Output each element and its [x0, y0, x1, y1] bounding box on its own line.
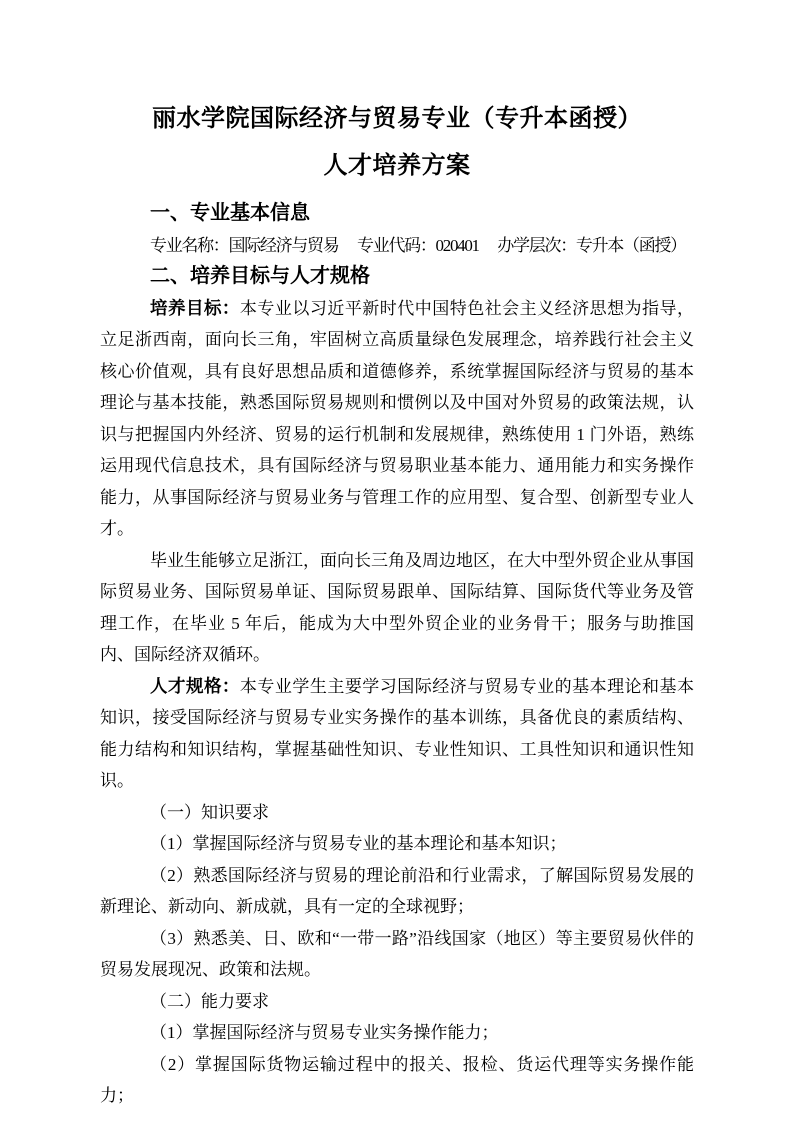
paragraph-lead-bold: 人才规格： [150, 675, 240, 696]
paragraph: （一）知识要求 [150, 802, 269, 822]
paragraph: （1）掌握国际经济与贸易专业的基本理论和基本知识； [150, 834, 567, 853]
paragraph: 毕业生能够立足浙江，面向长三角及周边地区，在大中型外贸企业从事国际贸易业务、国际贸易单证、国际贸易跟单、国际结算、国际货代等业务及管理工作，在毕业 5 年后，能成为大中型外贸企业的业务骨干；服务与助推国内、国际经济双循环。 [100, 550, 694, 664]
paragraph: 人才规格：本专业学生主要学习国际经济与贸易专业的基本理论和基本知识，接受国际经济与贸易专业实务操作的基本训练，具备优良的素质结构、能力结构和知识结构，掌握基础性知识、专业性知识、工具性知识和通识性知识。 [100, 675, 695, 790]
document-title-line-2: 人才培养方案 [323, 152, 471, 179]
section-heading: 一、专业基本信息 [150, 202, 310, 224]
paragraph-lead-bold: 培养目标： [150, 297, 240, 318]
paragraph: （3）熟悉美、日、欧和“一带一路”沿线国家（地区）等主要贸易伙伴的贸易发展现况、政策和法规。 [100, 928, 694, 979]
paragraph: （二）能力要求 [150, 991, 269, 1011]
paragraph: （1）掌握国际经济与贸易专业实务操作能力； [150, 1023, 499, 1042]
section-heading: 二、培养目标与人才规格 [150, 265, 370, 287]
paragraph: 专业名称：国际经济与贸易 专业代码：020401 办学层次：专升本（函授） [150, 235, 686, 255]
document-title-line-1: 丽水学院国际经济与贸易专业（专升本函授） [152, 105, 642, 132]
paragraph: 培养目标：本专业以习近平新时代中国特色社会主义经济思想为指导，立足浙西南，面向长三角，牢固树立高质量绿色发展理念，培养践行社会主义核心价值观，具有良好思想品质和道德修养，系统掌握国际经济与贸易的基本理论与基本技能，熟悉国际贸易规则和惯例以及中国对外贸易的政策法规，认识与把握国内外经济、贸易的运行机制和发展规律，熟练使用 1 门外语，熟练运用现代信息技术，具有国际经济与贸易职业基本能力、通用能力和实务操作能力，从事国际经济与贸易业务与管理工作的应用型、复合型、创新型专业人才。 [100, 297, 695, 538]
paragraph: （2）熟悉国际经济与贸易的理论前沿和行业需求，了解国际贸易发展的新理论、新动向、新成就，具有一定的全球视野； [100, 865, 694, 916]
document-body [100, 198, 694, 1112]
paragraph: （2）掌握国际货物运输过程中的报关、报检、货运代理等实务操作能力； [100, 1054, 694, 1105]
document-title [100, 95, 694, 189]
